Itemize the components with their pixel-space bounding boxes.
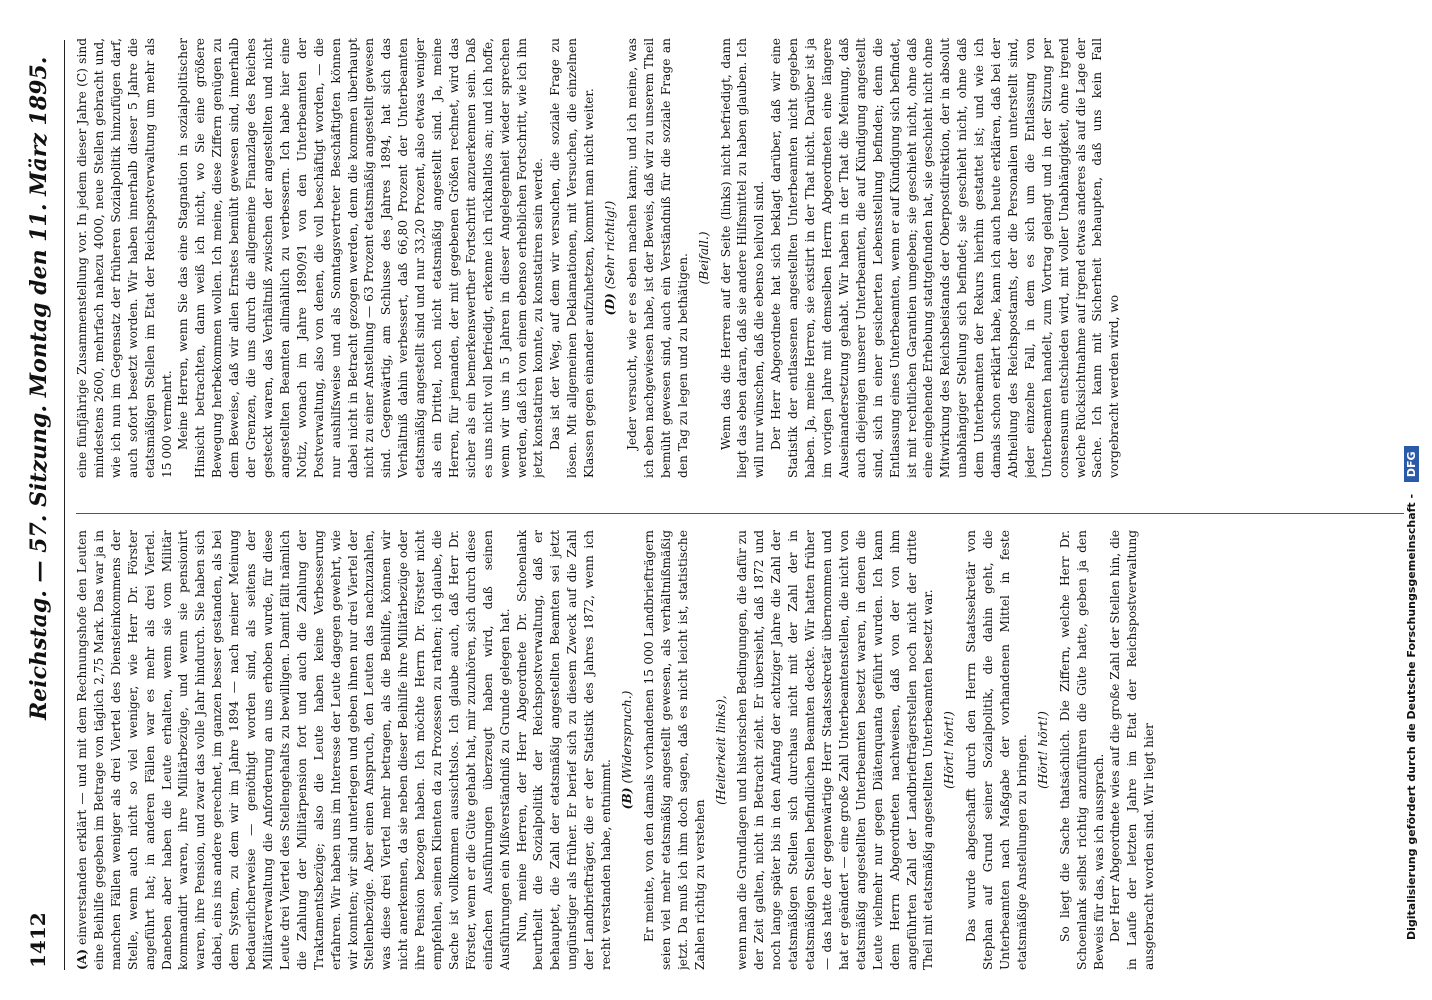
dfg-logo: DFG [1404,446,1419,482]
paragraph [547,38,598,478]
interjection [602,38,619,478]
digitization-credit [1404,60,1424,940]
paragraph-text: (Widerspruch.) [620,690,634,784]
paragraph-text: (Hört! hört!) [1035,711,1050,789]
margin-marker: (D) [603,293,618,316]
paragraph-text: (Heiterkeit links), [713,695,728,805]
page-title: Reichstag. — 57. Sitzung. Montag den 11. März 1895. [26,56,52,720]
paragraph [768,38,1123,478]
paragraph [175,38,547,478]
column-divider [76,513,1404,514]
paragraph [641,530,709,970]
page-header [20,40,65,970]
paragraph-text: Das wurde abgeschafft durch den Herrn Staatssekretär von Stephan auf Grund seiner Sozialpolitik, die dahin geht, die Unterbeamten nach Maßgabe der vorhandenen Mittel in feste etatsmäßige Anstellungen zu bringen. [964,530,1029,970]
paragraph-text: Meine Herren, wenn Sie das eine Stagnation in sozialpolitischer Hinsicht betrachten, dann weiß ich nicht, wo Sie eine größere Bewegung herbekommen wollen. Ich meine, diese Ziffern genügen zu dem Beweise, daß wir allen Ernstes bemüht gewesen sind, innerhalb der Grenzen, die uns durch die allgemeine Finanzlage des Reiches gesteckt waren, das Verhältniß zwischen der angestellten und nicht angestellten Beamten allmählich zu verbessern. Ich habe hier eine Notiz, wonach im Jahre 1890/91 von den Unterbeamten der Postverwaltung, also von denen, die voll beschäftigt worden, — die nur aushilfsweise und als Sonntagsvertreter Beschäftigten können dabei nicht in Betracht gezogen werden, denn die kommen überhaupt nicht zu einer Anstellung — 63 Prozent etatsmäßig angestellt gewesen sind. Gegenwärtig, am Schlusse des Jahres 1894, hat sich das Verhältniß dahin verbessert, daß 66,80 Prozent der Unterbeamten etatsmäßig angestellt sind und nur 33,20 Prozent, also etwas weniger als ein Drittel, noch nicht etatsmäßig angestellt sind. Ja, meine Herren, für jemanden, der mit gegebenen Größen rechnet, wird das sicher als ein bemerkenswerther Fortschritt anzuerkennen sein. Daß es uns nicht voll befriedigt, erkenne ich rückhaltlos an; und ich hoffe, wenn wir uns in 5 Jahren in dieser Angelegenheit wieder sprechen werden, daß ich von einem ebenso erheblichen Fortschritt, wie ich ihn jetzt konstatiren konnte, zu konstatiren sein werde. [176,38,546,478]
paragraph-text: Das ist der Weg, auf dem wir versuchen, die soziale Frage zu lösen. Mit allgemeinen Deklamationen, mit Versuchen, die einzelnen Klassen gegen einander aufzuhetzen, kommt man nicht weiter. [548,38,597,478]
page-number: 1412 [26,912,50,968]
paragraph-text: Der Herr Abgeordnete hat sich beklagt darüber, daß wir eine Statistik der entlassenen angestellten Unterbeamten nicht gegeben haben. Ja, meine Herren, sie existirt in der That nicht. Darüber ist ja im vorigen Jahre mit demselben Herrn Abgeordneten eine längere Auseinandersetzung gehabt. Wir haben in der That die Meinung, daß auch diejenigen unserer Unterbeamten, die auf Kündigung angestellt sind, sich in einer gesicherten Lebensstellung befinden; denn die Entlassung eines Unterbeamten, wenn er auf Kündigung sich befindet, ist mit rechtlichen Garantien umgeben; sie geschieht nicht, ohne daß eine eingehende Erhebung stattgefunden hat, sie geschieht nicht ohne Mitwirkung des Reichsbeistands der Oberpostdirektion, der in absolut unabhängiger Stellung sich befindet; sie geschieht nicht, ohne daß dem Unterbeamten der Rekurs hierhin gestattet ist; und wie ich damals schon erklärt habe, kann ich auch heute erklären, daß bei der Abtheilung des Reichspostamts, der die Personalien unterstellt sind, jeder einzelne Fall, in dem es sich um die Entlassung von Unterbeamten handelt, zum Vortrag gelangt und in der Sitzung per consensum entschieden wird, mit voller Unabhängigkeit, ohne irgend welche Rücksichtnahme auf irgend etwas anderes als auf die Lage der Sache. Ich kann mit Sicherheit behaupten, daß uns kein Fall vorgebracht werden wird, wo [769,38,1122,478]
paragraph-text: (Hört! hört!) [942,711,957,789]
interjection [713,530,730,970]
paragraph-text: (Sehr richtig!) [603,200,618,290]
margin-marker: (B) [620,787,634,810]
paragraph [734,530,937,970]
paragraph [514,530,615,970]
interjection [1035,530,1052,970]
paragraph-text: Er meinte, von den damals vorhandenen 15 000 Landbriefträgern seien viel mehr etatsmäßig angestellt gewesen, als verhältnißmäßig jetzt. Da muß ich ihm doch sagen, daß es nicht leicht ist, statistische Zahlen richtig zu verstehen [641,530,707,970]
right-text-column [74,38,1412,478]
paragraph-text: Nun, meine Herren, der Herr Abgeordnete Dr. Schoenlank beurtheilt die Sozialpolitik der Reichspostverwaltung, daß er behauptet, die Zahl der etatsmäßig angestellten Beamten sei jetzt ungünstiger als früher. Er berief sich zu diesem Zweck auf die Zahl der Landbriefträger, die er der Statistik des Jahres 1872, wenn ich recht verstanden habe, entnimmt. [514,530,614,970]
paragraph-text: einverstanden erklärt — und mit dem Rechnungshofe den Leuten eine Beihilfe gegeben im Betrage von täglich 2,75 Mark. Das war ja in manchen Fällen weniger als drei Viertel des Diensteinkommens der Stelle, wenn auch nicht so viel weniger, wie Herr Dr. Förster angeführt hat; in anderen Fällen war es mehr als drei Viertel. Daneben aber haben die Leute erhalten, wenn sie vom Militär kommandirt waren, ihre Militärbezüge, und wenn sie pensionirt waren, ihre Pension, und zwar das volle Jahr hindurch. Sie haben sich dabei, eins ins andere gerechnet, im ganzen besser gestanden, als bei dem System, zu dem wir im Jahre 1894 — nach meiner Meinung bedauerlicherweise — genöthigt worden sind, als seitens der Militärverwaltung die Anforderung an uns erhoben wurde, für diese Leute drei Viertel des Stellengehalts zu bewilligen. Damit fällt nämlich die Zahlung der Militärpension fort und auch die Zahlung der Traktamentsbezüge; also die Leute haben keine Verbesserung erfahren. Wir haben uns im Interesse der Leute dagegen gewehrt, wie wir konnten; wir sind unterlegen und geben ihnen nur drei Viertel der Stellenbezüge. Aber einen Anspruch, den Leuten das nachzuzahlen, was diese drei Viertel mehr betragen, als die Beihilfe, können wir nicht anerkennen, da sie neben dieser Beihilfe ihre Militärbezüge oder ihre Pension bezogen haben. Ich möchte Herrn Dr. Förster nicht empfehlen, seinen Klienten da zu Prozessen zu rathen; ich glaube, die Sache ist vollkommen aussichtslos. Ich glaube auch, daß Herr Dr. Förster, wenn er die Güte gehabt hat, mir zuzuhören, sich durch diese einfachen Ausführungen überzeugt haben wird, daß seinen Ausführungen ein Mißverständniß zu Grunde gelegen hat. [75,530,512,970]
paragraph [1057,530,1108,970]
paragraph [963,530,1031,970]
interjection [941,530,958,970]
paragraph-text: Der Herr Abgeordnete wies auf die große Zahl der Stellen hin, die in Laufe der letzten Jahre im Etat der Reichspostverwaltung ausgebracht worden sind. Wir liegt hier [1108,530,1157,970]
interjection [619,530,636,970]
paragraph [1107,530,1158,970]
paragraph-text: eine fünfjährige Zusammenstellung vor. In jedem dieser Jahre (C) sind mindestens 2600, mehrfach nahezu 4000, neue Stellen gebracht und, wie ich nun im Gegensatz der früheren Sozialpolitik hinzufügen darf, auch sofort besetzt worden. Wir haben innerhalb dieser 5 Jahre die etatsmäßigen Stellen im Etat der Reichspostverwaltung um mehr als 15 000 vermehrt. [75,38,174,478]
paragraph-text: Jeder versucht, wie er es eben machen kann; und ich meine, was ich eben nachgewiesen habe, ist der Beweis, daß wir zu unserem Theil bemüht gewesen sind, auch ein Verständniß für die soziale Frage an den Tag zu legen und zu bethätigen. [625,38,690,478]
margin-marker: (A) [75,949,89,970]
paragraph-text: wenn man die Grundlagen und historischen Bedingungen, die dafür zu der Zeit galten, nicht in Betracht zieht. Er übersieht, daß 1872 und noch lange später bis in den Anfang der achtziger Jahre die Zahl der etatsmäßigen Stellen sich durchaus nicht mit der Zahl der in etatsmäßigen Stellen befindlichen Beamten deckte. Wir hatten früher — das hatte der gegenwärtige Herr Staatssekretär übernommen und hat er geändert — eine große Zahl Unterbeamtenstellen, die nicht von etatsmäßig angestellten Unterbeamten besetzt waren, in denen die Leute vielmehr nur gegen Diätenquanta geführt wurden. Ich kann dem Herrn Abgeordneten nachweisen, daß von der von ihm angeführten Zahl der Landbriefträgerstellen noch nicht der dritte Theil mit etatsmäßig angestellten Unterbeamten besetzt war. [735,530,936,970]
paragraph [74,38,175,478]
paragraph-text: So liegt die Sache thatsächlich. Die Ziffern, welche Herr Dr. Schoenlank selbst richtig anzuführen die Güte hatte, geben ja den Beweis für das, was ich aussprach. [1057,530,1106,970]
paragraph [624,38,692,478]
paragraph [74,530,514,970]
interjection [696,38,713,478]
paragraph-text: Wenn das die Herren auf der Seite (links) nicht befriedigt, dann liegt das eben daran, daß sie andere Hilfsmittel zu haben glauben. Ich will nur wünschen, daß die ebenso heilvoll sind. [718,38,767,478]
paragraph [718,38,769,478]
left-text-column [74,530,1412,970]
paragraph-text: (Beifall.) [696,231,711,285]
credit-text: Digitalisierung gefördert durch die Deutsche Forschungsgemeinschaft - [1405,493,1418,940]
